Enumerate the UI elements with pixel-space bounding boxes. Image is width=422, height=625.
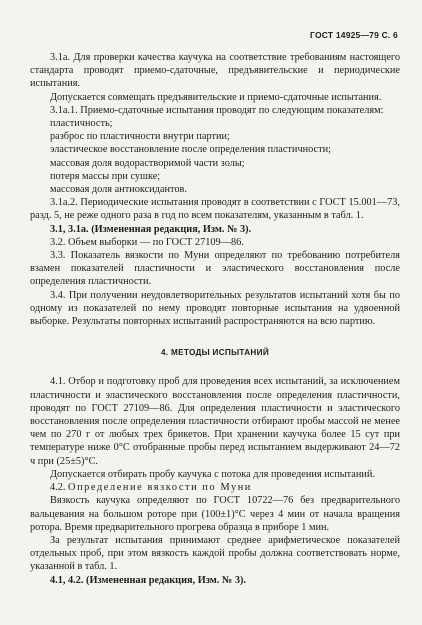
list-item: разброс по пластичности внутри партии; bbox=[50, 131, 230, 143]
list-item: пластичность; bbox=[50, 118, 113, 130]
paragraph-3-3: 3.3. Показатель вязкости по Муни определяют по требованию потребителя взамен показателей пластичности и эластического восстановления после определения пластичности. bbox=[30, 250, 400, 288]
paragraph-4-2-result: За результат испытания принимают среднее арифметическое показателей отдельных проб, при этом вязкость каждой пробы должна соответствовать норме, указанной в табл. 1. bbox=[30, 534, 400, 573]
paragraph-3-1a-2: 3.1а.2. Периодические испытания проводят в соответствии с ГОСТ 15.001—73, разд. 5, не реже одного раза в год по всем показателям, указанным в табл. 1. bbox=[30, 197, 400, 222]
list-item: массовая доля антиоксидантов. bbox=[50, 184, 187, 196]
paragraph-3-1a: 3.1а. Для проверки качества каучука на соответствие требованиям настоящего стандарта проводят приемо-сдаточные, предъявительские и периодические испытания. bbox=[30, 52, 400, 90]
page-header: ГОСТ 14925—79 С. 6 bbox=[310, 30, 398, 40]
paragraph-3-2: 3.2. Объем выборки — по ГОСТ 27109—86. bbox=[50, 236, 244, 248]
amendment-note-1-text: (Измененная редакция, Изм. № 3). bbox=[91, 223, 252, 235]
amendment-note-1 bbox=[30, 223, 400, 236]
paragraph-4-2-number: 4.2. bbox=[50, 482, 66, 494]
list-item: массовая доля водорастворимой части золы; bbox=[50, 157, 245, 169]
amendment-note-2-text: (Измененная редакция, Изм. № 3). bbox=[86, 574, 246, 586]
list-item: эластическое восстановление после определения пластичности; bbox=[50, 144, 331, 156]
paragraph-4-2-heading bbox=[30, 481, 400, 494]
amendment-note-2-lead: 4.1, 4.2. bbox=[50, 574, 84, 586]
paragraph-4-2-text: Вязкость каучука определяют по ГОСТ 10722—76 без предварительного вальцевания на большом роторе при (100±1)°С через 4 мин от начала вращения ротора. Время предварительного прогрева образца в приборе 1 мин. bbox=[30, 495, 400, 533]
paragraph-combine-tests: Допускается совмещать предъявительские и приемо-сдаточные испытания. bbox=[50, 91, 382, 103]
amendment-note-2 bbox=[30, 574, 400, 587]
amendment-note-1-lead: 3.1, 3.1а. bbox=[50, 223, 89, 235]
paragraph-3-4: 3.4. При получении неудовлетворительных результатов испытаний хотя бы по одному из показателей по нему проводят повторные испытания на удвоенной выборке. Результаты повторных испытаний распространяются на всю партию. bbox=[30, 289, 400, 328]
paragraph-3-1a-1: 3.1а.1. Приемо-сдаточные испытания проводят по следующим показателям: bbox=[50, 104, 384, 116]
section-title: 4. МЕТОДЫ ИСПЫТАНИЙ bbox=[160, 348, 270, 358]
paragraph-4-2-title: Определение вязкости по Муни bbox=[68, 482, 252, 494]
paragraph-4-1: 4.1. Отбор и подготовку проб для проведения всех испытаний, за исключением пластичности и эластического восстановления после определения пластичности, проводят по ГОСТ 27109—86. Для определения пластичности и эластического восстановления после определения пластичности отбирают пробы массой не менее чем по 270 г от любых трех брикетов. При хранении каучука более 15 сут при температуре ниже 0°С отобранные пробы перед испытанием выдерживают 24—72 ч при (25±5)°С. bbox=[30, 376, 400, 467]
list-item: потеря массы при сушке; bbox=[50, 170, 161, 182]
paragraph-4-1-note: Допускается отбирать пробу каучука с потока для проведения испытаний. bbox=[50, 468, 375, 480]
document-body bbox=[30, 51, 400, 587]
